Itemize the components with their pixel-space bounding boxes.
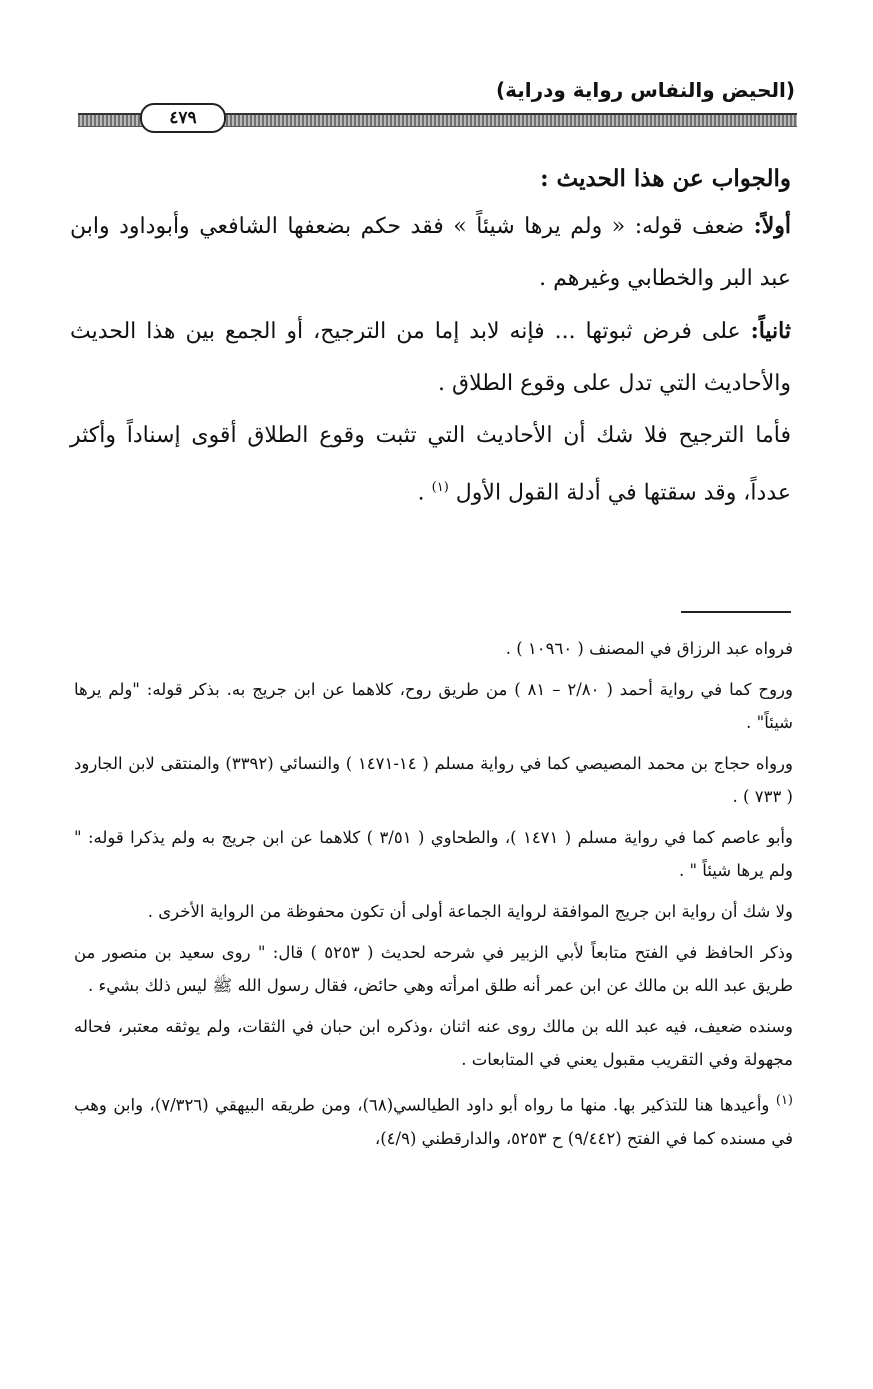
footnote-divider bbox=[681, 611, 791, 613]
paragraph-second-text: على فرض ثبوتها ... فإنه لابد إما من الترجيح، أو الجمع بين هذا الحديث والأحاديث التي تدل على وقوع الطلاق . bbox=[70, 319, 791, 396]
page-number: ٤٧٩ bbox=[140, 103, 226, 133]
paragraph-third bbox=[70, 410, 791, 519]
paragraph-second-lead: ثانياً: bbox=[750, 318, 791, 344]
note-item: فرواه عبد الرزاق في المصنف ( ١٠٩٦٠ ) . bbox=[505, 639, 793, 658]
note-item: وذكر الحافظ في الفتح متابعاً لأبي الزبير في شرحه لحديث ( ٥٢٥٣ ) قال: " روى سعيد بن منصور من طريق عبد الله بن مالك عن ابن عمر أنه طلق امرأته وهي حائض، فقال رسول الله ﷺ ليس ذلك بشيء . bbox=[74, 943, 793, 995]
footnote bbox=[74, 1084, 793, 1155]
main-text bbox=[70, 158, 791, 519]
section-heading: والجواب عن هذا الحديث : bbox=[540, 165, 791, 192]
running-title: (الحيض والنفاس رواية ودراية) bbox=[495, 78, 795, 102]
note-item: وسنده ضعيف، فيه عبد الله بن مالك روى عنه اثنان ،وذكره ابن حبان في الثقات، ولم يوثقه معتبر، فحاله مجهولة وفي التقريب مقبول يعني في المتابعات . bbox=[74, 1017, 793, 1069]
footnote-text: وأعيدها هنا للتذكير بها. منها ما رواه أبو داود الطيالسي(٦٨)، ومن طريقه البيهقي (٧/٣٢٦)، وابن وهب في مسنده كما في الفتح (٩/٤٤٢) ح ٥٢٥٣، والدارقطني (٤/٩)، bbox=[74, 1095, 793, 1148]
note-item: وأبو عاصم كما في رواية مسلم ( ١٤٧١ )، والطحاوي ( ٣/٥١ ) كلاهما عن ابن جريج به ولم يذكرا قوله: " ولم يرها شيئاً " . bbox=[74, 828, 793, 880]
paragraph-first-text: ضعف قوله: « ولم يرها شيئاً » فقد حكم بضعفها الشافعي وأبوداود وابن عبد البر والخطابي وغيرهم . bbox=[70, 214, 791, 291]
paragraph-second bbox=[70, 305, 791, 410]
footnote-marker: (١) bbox=[775, 1093, 793, 1108]
note-item: ولا شك أن رواية ابن جريج الموافقة لرواية الجماعة أولى أن تكون محفوظة من الرواية الأخرى . bbox=[147, 902, 793, 921]
paragraph-third-text: فأما الترجيح فلا شك أن الأحاديث التي تثبت وقوع الطلاق أقوى إسناداً وأكثر عدداً، وقد سقتها في أدلة القول الأول bbox=[70, 423, 791, 506]
notes-block bbox=[74, 632, 793, 1163]
footnote-reference: (١) bbox=[431, 480, 449, 495]
note-item: وروح كما في رواية أحمد ( ٢/٨٠ – ٨١ ) من طريق روح، كلاهما عن ابن جريج به. بذكر قوله: "ولم يرها شيئاً" . bbox=[74, 680, 793, 732]
paragraph-first bbox=[70, 200, 791, 305]
paragraph-first-lead: أولاً: bbox=[753, 213, 791, 239]
note-item: ورواه حجاج بن محمد المصيصي كما في رواية مسلم ( ١٤-١٤٧١ ) والنسائي (٣٣٩٢) والمنتقى لابن الجارود ( ٧٣٣ ) . bbox=[74, 754, 793, 806]
paragraph-third-end: . bbox=[417, 480, 425, 506]
